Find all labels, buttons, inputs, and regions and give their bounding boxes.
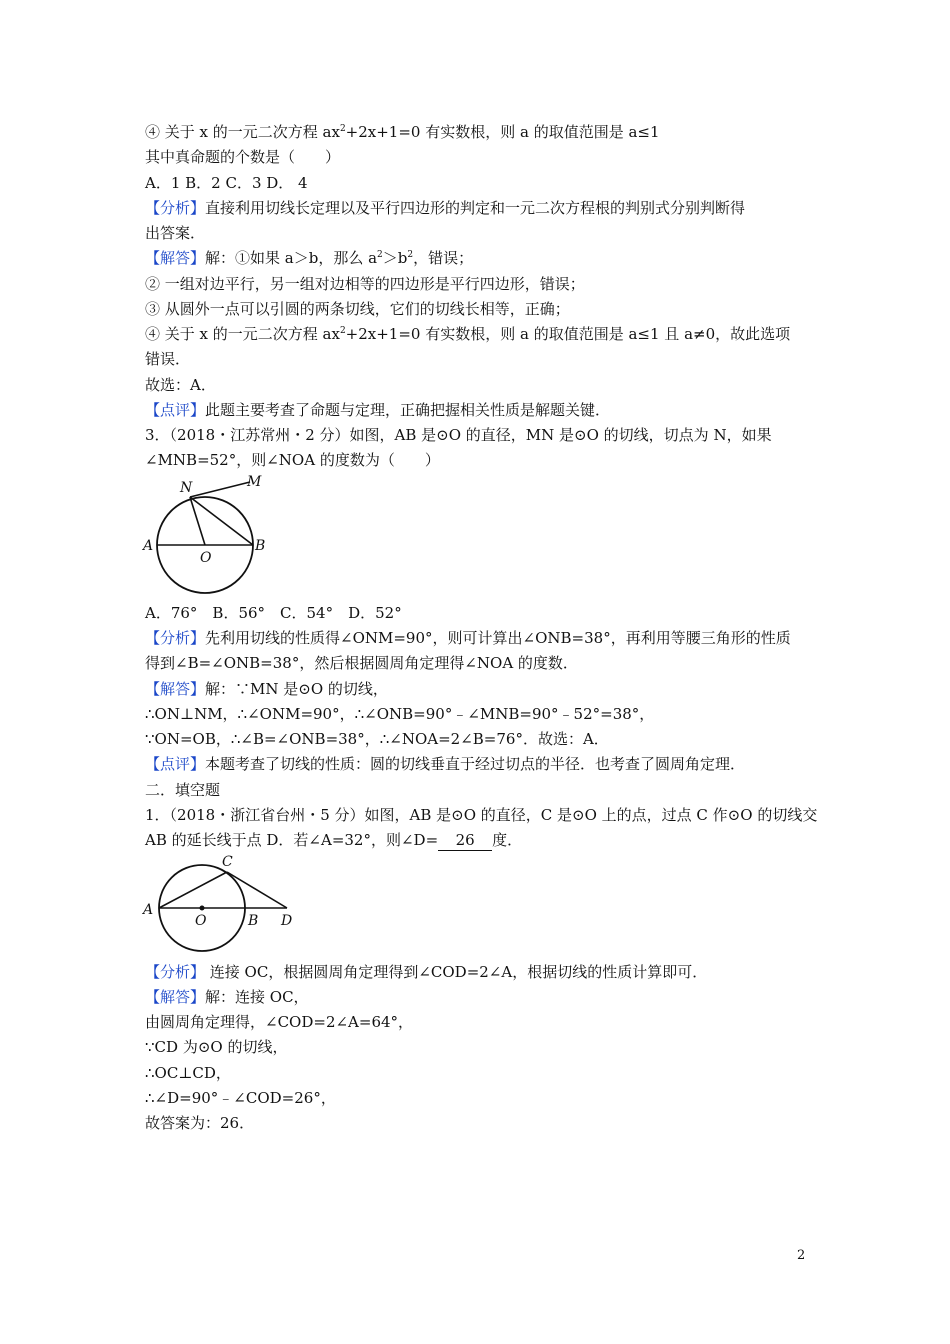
q3-options: A．76° B．56° C．54° D．52°	[145, 604, 402, 622]
f1-tangent-cd	[227, 872, 287, 908]
f1-label-c: C	[222, 854, 233, 870]
q3-label-b: B	[255, 538, 266, 554]
f1-answer-blank: 26	[438, 830, 492, 851]
statement-4: ④ 关于 x 的一元二次方程 $ax^2+2x+1=0$ 有实数根，则 a 的取值范围是 a≤1	[145, 123, 660, 141]
answer-options: A．1 B．2 C．3 D． 4	[145, 174, 308, 192]
q3-label-m: M	[247, 474, 262, 490]
solution-line-4: ④ 关于 x 的一元二次方程 $ax^2+2x+1=0$ 有实数根，则 a 的取值范围是 a≤1 且 a≠0，故此选项	[145, 325, 791, 343]
q3-solution-2: ∴ON⊥NM，∴∠ONM=90°，∴∠ONB=90°﹣∠MNB=90°﹣52°=38°，	[145, 705, 655, 723]
q3-circle-figure	[140, 470, 280, 598]
f1-center-dot	[200, 906, 205, 911]
f1-analysis: 【分析】 连接 OC，根据圆周角定理得到∠COD=2∠A，根据切线的性质计算即可．	[145, 963, 708, 981]
q3-radius-on	[190, 497, 205, 545]
q3-solution-1: 【解答】解：∵MN 是⊙O 的切线，	[145, 680, 388, 698]
q3-analysis-tag: 【分析】	[145, 629, 206, 647]
f1-label-d: D	[281, 913, 293, 929]
q3-analysis-cont: 得到∠B=∠ONB=38°，然后根据圆周角定理得∠NOA 的度数．	[145, 654, 578, 672]
f1-stem-cont: AB 的延长线于点 D．若∠A=32°，则∠D= 26 度．	[145, 831, 523, 849]
f1-solution-6: 故答案为：26．	[145, 1114, 255, 1132]
f1-label-o: O	[195, 913, 207, 929]
f1-solution-3: ∵CD 为⊙O 的切线，	[145, 1038, 288, 1056]
f1-solution-1: 【解答】解：连接 OC，	[145, 988, 309, 1006]
comment-tag: 【点评】	[145, 401, 206, 419]
f1-stem: 1．（2018・浙江省台州・5 分）如图，AB 是⊙O 的直径，C 是⊙O 上的点，过点 C 作⊙O 的切线交	[145, 806, 818, 824]
q3-chord-nb	[190, 497, 253, 545]
q3-analysis: 【分析】先利用切线的性质得∠ONM=90°，则可计算出∠ONB=38°，再利用等腰三角形的性质	[145, 629, 791, 647]
f1-label-a: A	[143, 902, 154, 918]
comment-line: 【点评】此题主要考查了命题与定理，正确把握相关性质是解题关键．	[145, 401, 611, 419]
q3-label-n: N	[180, 480, 193, 496]
page-number: 2	[797, 1248, 806, 1263]
q3-label-o: O	[200, 550, 212, 566]
analysis-tag: 【分析】	[145, 199, 206, 217]
q3-tangent-mn	[190, 482, 250, 497]
f1-solution-5: ∴∠D=90°﹣∠COD=26°，	[145, 1089, 336, 1107]
q3-stem: 3．（2018・江苏常州・2 分）如图，AB 是⊙O 的直径，MN 是⊙O 的切线，切点为 N，如果	[145, 426, 772, 444]
f1-circle-figure	[140, 850, 300, 956]
f1-chord-ac	[159, 872, 227, 908]
solution-line-2: ② 一组对边平行，另一组对边相等的四边形是平行四边形，错误；	[145, 275, 585, 293]
f1-analysis-tag: 【分析】	[145, 963, 206, 981]
solution-line-1: 【解答】解：①如果 a＞b，那么 $a^2>b^2$，错误；	[145, 249, 474, 267]
q3-comment: 【点评】本题考查了切线的性质：圆的切线垂直于经过切点的半径．也考查了圆周角定理．	[145, 755, 746, 773]
solution-line-5: 错误．	[145, 350, 191, 368]
solution-tag: 【解答】	[145, 249, 206, 267]
q3-label-a: A	[143, 538, 154, 554]
f1-solution-2: 由圆周角定理得，∠COD=2∠A=64°，	[145, 1013, 414, 1031]
f1-solution-4: ∴OC⊥CD，	[145, 1064, 231, 1082]
q3-comment-tag: 【点评】	[145, 755, 206, 773]
choice-line: 故选：A．	[145, 376, 216, 394]
q3-solution-3: ∵ON=OB，∴∠B=∠ONB=38°，∴∠NOA=2∠B=76°．故选：A．	[145, 730, 609, 748]
q3-solution-tag: 【解答】	[145, 680, 206, 698]
section-heading: 二．填空题	[145, 781, 221, 799]
solution-line-3: ③ 从圆外一点可以引圆的两条切线，它们的切线长相等，正确；	[145, 300, 570, 318]
analysis-text: 【分析】直接利用切线长定理以及平行四边形的判定和一元二次方程根的判别式分别判断得	[145, 199, 746, 217]
analysis-text-cont: 出答案．	[145, 224, 206, 242]
q3-stem-cont: ∠MNB=52°，则∠NOA 的度数为（ ）	[145, 451, 440, 469]
f1-solution-tag: 【解答】	[145, 988, 206, 1006]
question-prompt: 其中真命题的个数是（ ）	[145, 148, 341, 166]
f1-label-b: B	[248, 913, 259, 929]
